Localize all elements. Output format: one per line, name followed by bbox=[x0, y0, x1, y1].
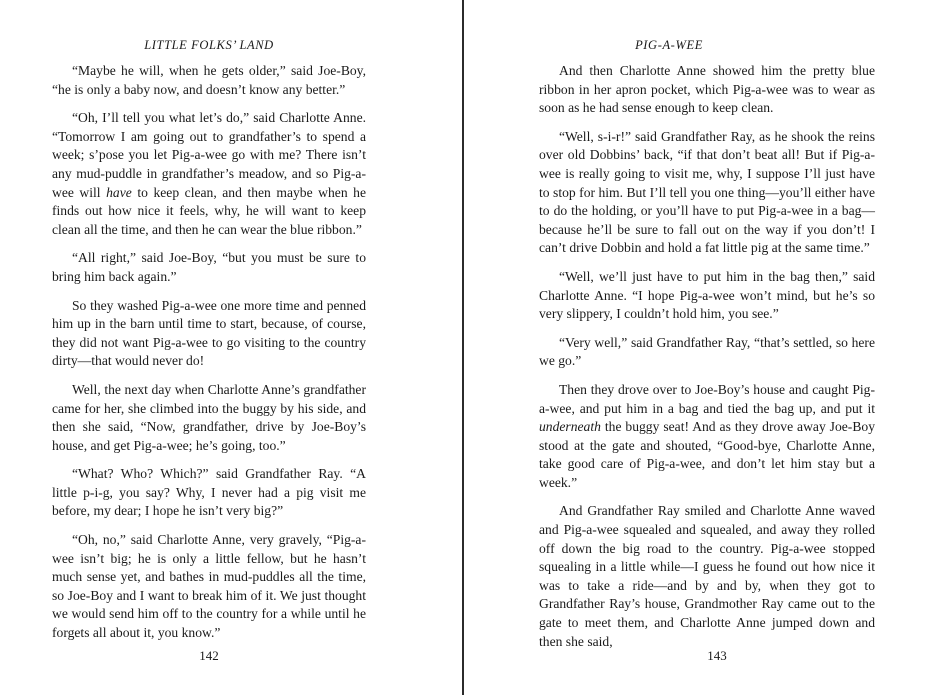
right-page bbox=[464, 0, 925, 695]
left-page-text bbox=[52, 62, 366, 653]
paragraph: “Oh, no,” said Charlotte Anne, very gravely, “Pig-a-wee isn’t big; he is only a little fellow, but he hasn’t much sense yet, and bathes in mud-puddles all the time, so Joe-Boy and I want to break him of it. We just thought we would send him off to the country for a while until he forgets all about it, you know.” bbox=[52, 532, 366, 641]
paragraph: “Well, s-i-r!” said Grandfather Ray, as he shook the reins over old Dobbins’ back, “if that don’t beat all! But if Pig-a-wee is really going to visit me, why, I suppose I’ll just have to stop for him. But I’ll tell you one thing—you’ll either have to do the holding, or you’ll have to put Pig-a-wee in a bag—because he’ll be sure to fall out on the way if you don’t! I can’t drive Dobbin and hold a fat little pig at the same time.” bbox=[539, 128, 875, 256]
page-number-right: 143 bbox=[707, 648, 727, 663]
emphasis: underneath bbox=[539, 419, 601, 435]
paragraph: And then Charlotte Anne showed him the pretty blue ribbon in her apron pocket, which Pig-a-wee was to wear as soon as he had sense enough to keep clean. bbox=[539, 63, 875, 116]
paragraph: “Oh, I’ll tell you what let’s do,” said Charlotte Anne. “Tomorrow I am going out to grandfather’s to spend a week; s’pose you let Pig-a-wee go with me? There isn’t any mud-puddle in grandfather’s meadow, and so Pig-a-wee will have to keep clean, and then maybe when he finds out how nice it feels, why, he will want to keep clean all the time, and then he can wear the blue ribbon.” bbox=[52, 110, 366, 237]
running-head-right: PIG-A-WEE bbox=[635, 38, 703, 52]
paragraph: And Grandfather Ray smiled and Charlotte Anne waved and Pig-a-wee squealed and squealed, and away they rolled off down the big road to the country. Pig-a-wee stopped squealing in a little while—I guess he found out how nice it was to take a ride—and by and by, when they got to Grandfather Ray’s house, Grandmother Ray came out to the gate to meet them, and Charlotte Anne jumped down and then she said, bbox=[539, 503, 875, 649]
right-page-text bbox=[539, 62, 875, 661]
paragraph: Then they drove over to Joe-Boy’s house and caught Pig-a-wee, and put him in a bag and tied the bag up, and put it underneath the buggy seat! And as they drove away Joe-Boy stood at the gate and shouted, “Good-bye, Charlotte Anne, take good care of Pig-a-wee, and don’t let him stay but a week.” bbox=[539, 381, 875, 490]
left-page bbox=[0, 0, 462, 695]
paragraph: So they washed Pig-a-wee one more time and penned him up in the barn until time to start, because, of course, they did not want Pig-a-wee to go visiting to the country dirty—that would never do! bbox=[52, 297, 366, 369]
emphasis: have bbox=[106, 184, 132, 200]
paragraph: “What? Who? Which?” said Grandfather Ray. “A little p-i-g, you say? Why, I never had a pig visit me before, my dear; I hope he isn’t very big?” bbox=[52, 466, 366, 519]
paragraph: “All right,” said Joe-Boy, “but you must be sure to bring him back again.” bbox=[52, 250, 366, 284]
running-head-left: LITTLE FOLKS’ LAND bbox=[144, 38, 274, 52]
paragraph: “Very well,” said Grandfather Ray, “that’s settled, so here we go.” bbox=[539, 334, 875, 369]
paragraph: “Well, we’ll just have to put him in the bag then,” said Charlotte Anne. “I hope Pig-a-wee won’t mind, but he’s so very slippery, I couldn’t hold him, you see.” bbox=[539, 268, 875, 322]
page-number-left: 142 bbox=[199, 648, 219, 663]
paragraph: “Maybe he will, when he gets older,” said Joe-Boy, “he is only a baby now, and doesn’t know any better.” bbox=[52, 63, 366, 97]
paragraph: Well, the next day when Charlotte Anne’s grandfather came for her, she climbed into the buggy by his side, and then she said, “Now, grandfather, drive by Joe-Boy’s house, and get Pig-a-wee; he’s going, too.” bbox=[52, 381, 366, 453]
